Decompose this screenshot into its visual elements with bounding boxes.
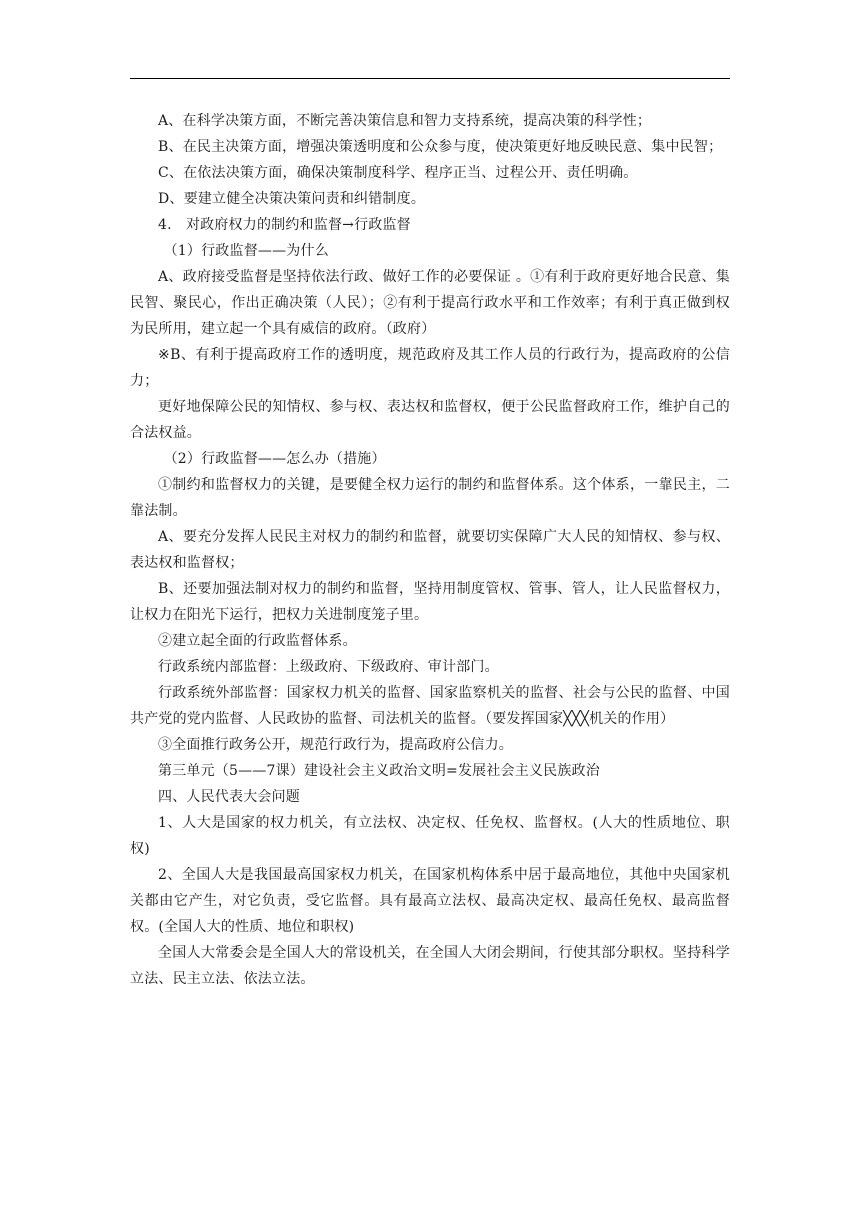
paragraph-c-legal: C、在依法决策方面，确保决策制度科学、程序正当、过程公开、责任明确。 bbox=[158, 165, 638, 181]
paragraph-measure-1: ①制约和监督权力的关键，是要健全权力运行的制约和监督体系。这个体系，一靠民主，二靠法制。 bbox=[130, 477, 730, 519]
header-rule bbox=[130, 78, 730, 79]
paragraph-internal-supervision: 行政系统内部监督：上级政府、下级政府、审计部门。 bbox=[158, 659, 499, 675]
paragraph-b-democratic: B、在民主决策方面，增强决策透明度和公众参与度，使决策更好地反映民意、集中民智； bbox=[158, 139, 723, 155]
paragraph-citizen-rights: 更好地保障公民的知情权、参与权、表达权和监督权，便于公民监督政府工作，维护自己的合法权益。 bbox=[130, 399, 730, 441]
subheading-why: （1）行政监督——为什么 bbox=[163, 243, 329, 259]
subheading-how: （2）行政监督——怎么办（措施） bbox=[163, 451, 386, 467]
paragraph-d-accountability: D、要建立健全决策决策问责和纠错制度。 bbox=[158, 191, 426, 207]
section-heading-npc: 四、人民代表大会问题 bbox=[158, 789, 300, 805]
paragraph-a-scientific: A、在科学决策方面，不断完善决策信息和智力支持系统，提高决策的科学性； bbox=[158, 113, 652, 129]
paragraph-npc-standing-committee: 全国人大常委会是全国人大的常设机关，在全国人大闭会期间，行使其部分职权。坚持科学立法、民主立法、依法立法。 bbox=[130, 945, 730, 987]
section-heading-4: 4. 对政府权力的制约和监督→行政监督 bbox=[158, 217, 411, 233]
paragraph-npc-2: 2、全国人大是我国最高国家权力机关，在国家机构体系中居于最高地位，其他中央国家机关都由它产生，对它负责，受它监督。具有最高立法权、最高决定权、最高任免权、最高监督权。(全国人大的性质、地位和职权) bbox=[130, 867, 730, 935]
paragraph-measure-a: A、要充分发挥人民民主对权力的制约和监督，就要切实保障广大人民的知情权、参与权、表达权和监督权； bbox=[130, 529, 730, 571]
unit-three-title: 第三单元（5——7课）建设社会主义政治文明=发展社会主义民族政治 bbox=[158, 763, 600, 779]
paragraph-measure-b: B、还要加强法制对权力的制约和监督，坚持用制度管权、管事、管人，让人民监督权力，让权力在阳光下运行，把权力关进制度笼子里。 bbox=[130, 581, 730, 623]
document-body bbox=[130, 108, 730, 992]
paragraph-external-supervision: 行政系统外部监督：国家权力机关的监督、国家监察机关的监督、社会与公民的监督、中国共产党的党内监督、人民政协的监督、司法机关的监督。（要发挥国家╳╳╳机关的作用） bbox=[130, 685, 730, 727]
paragraph-measure-2: ②建立起全面的行政监督体系。 bbox=[158, 633, 357, 649]
paragraph-supervision-a: A、政府接受监督是坚持依法行政、做好工作的必要保证 。①有利于政府更好地合民意、集民智、聚民心，作出正确决策（人民）；②有利于提高行政水平和工作效率；有利于真正做到权为民所用，建立起一个具有威信的政府。（政府） bbox=[130, 269, 730, 337]
paragraph-supervision-b: ※B、有利于提高政府工作的透明度，规范政府及其工作人员的行政行为，提高政府的公信力； bbox=[130, 347, 730, 389]
paragraph-measure-3: ③全面推行政务公开，规范行政行为，提高政府公信力。 bbox=[158, 737, 513, 753]
paragraph-npc-1: 1、人大是国家的权力机关，有立法权、决定权、任免权、监督权。(人大的性质地位、职权) bbox=[130, 815, 730, 857]
